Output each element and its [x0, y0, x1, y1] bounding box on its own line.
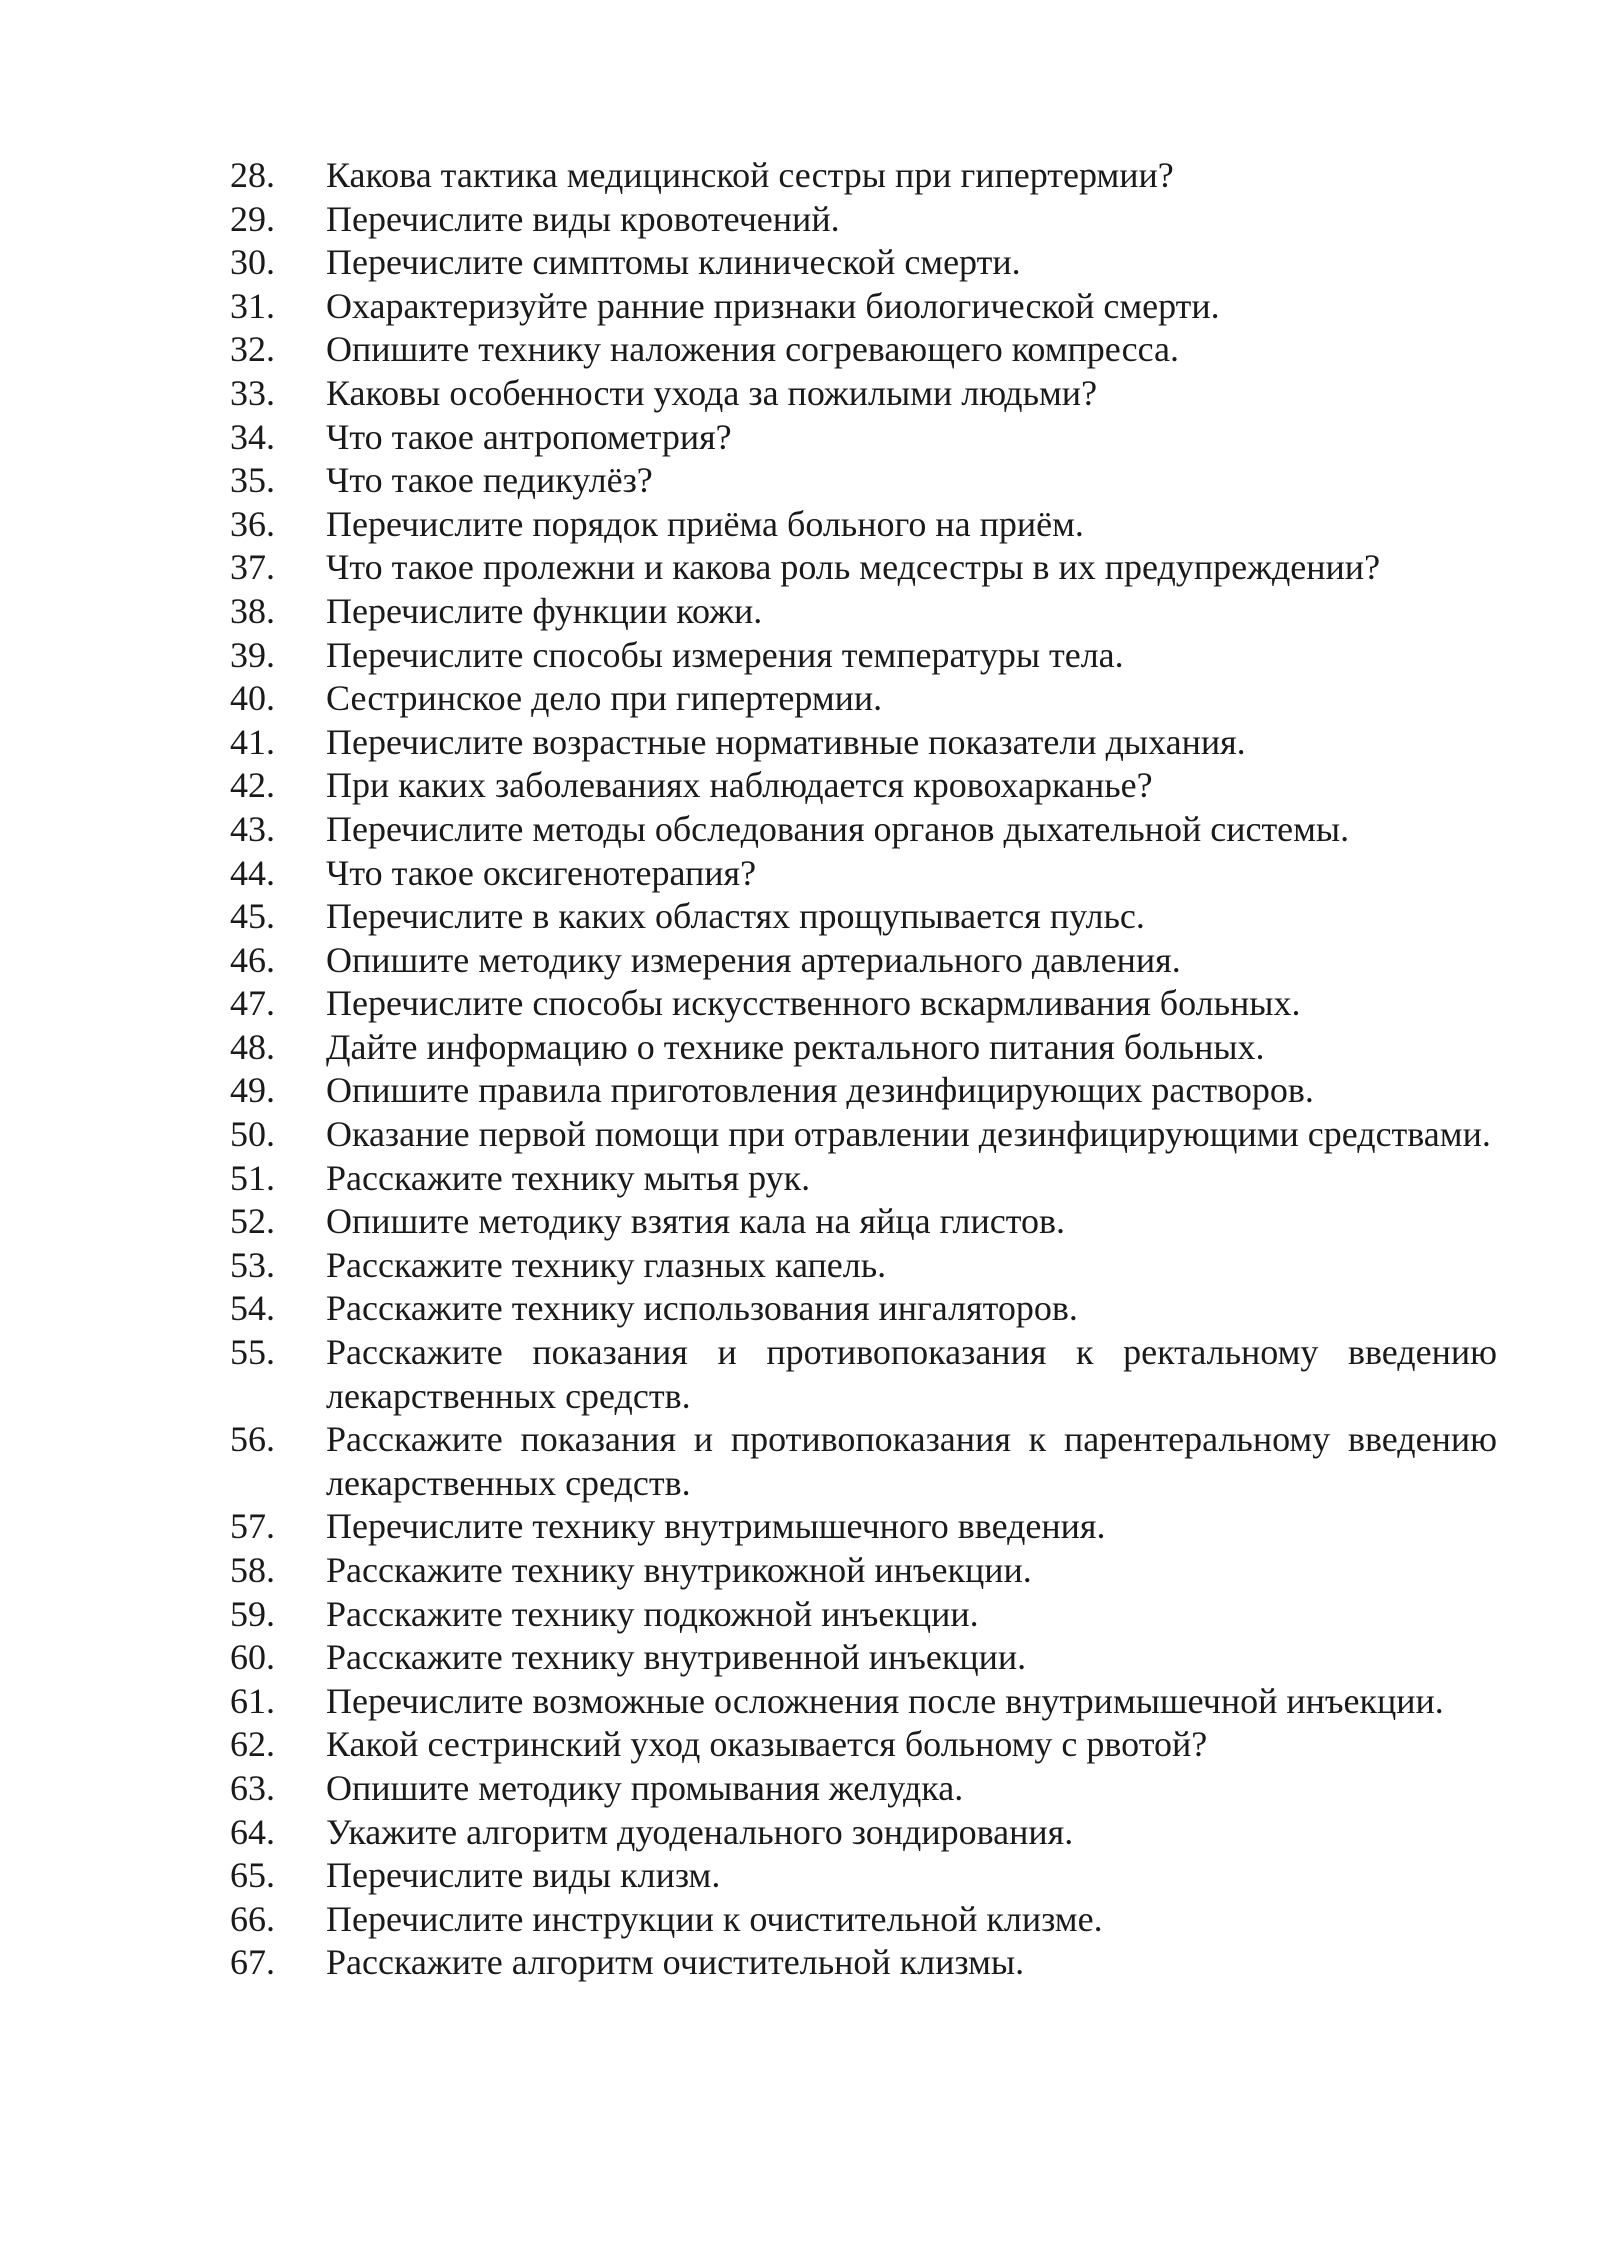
- question-item: [230, 1723, 1497, 1767]
- question-number: 30.: [230, 242, 275, 283]
- question-number: 28.: [230, 155, 275, 195]
- question-item: [230, 1244, 1497, 1288]
- question-item: [230, 852, 1497, 896]
- question-text: Перечислите инструкции к очистительной клизме.: [326, 1898, 1103, 1939]
- question-item: [230, 546, 1497, 590]
- question-number: 65.: [230, 1855, 275, 1896]
- question-number: 45.: [230, 896, 275, 937]
- question-number: 51.: [230, 1157, 275, 1198]
- question-text: Перечислите технику внутримышечного введения.: [326, 1506, 1106, 1547]
- question-text: Опишите методику промывания желудка.: [326, 1767, 964, 1808]
- question-text: Расскажите технику внутривенной инъекции.: [326, 1637, 1027, 1678]
- question-item: [230, 459, 1497, 503]
- question-item: [230, 1854, 1497, 1898]
- question-number: 43.: [230, 808, 275, 849]
- question-item: [230, 677, 1497, 721]
- question-text: Какова тактика медицинской сестры при гипертермии?: [326, 155, 1174, 195]
- question-text: Сестринское дело при гипертермии.: [326, 678, 883, 719]
- question-item: [230, 1200, 1497, 1244]
- question-text: Расскажите алгоритм очистительной клизмы.: [326, 1942, 1025, 1983]
- question-text: Расскажите технику использования ингаляторов.: [326, 1288, 1078, 1329]
- question-text: Укажите алгоритм дуоденального зондирования.: [326, 1811, 1074, 1852]
- question-number: 59.: [230, 1593, 275, 1634]
- question-item: [230, 1505, 1497, 1549]
- question-number: 53.: [230, 1244, 275, 1285]
- question-number: 60.: [230, 1637, 275, 1678]
- question-number: 50.: [230, 1114, 275, 1155]
- question-number: 57.: [230, 1506, 275, 1547]
- question-item: [230, 1811, 1497, 1855]
- question-number: 31.: [230, 285, 275, 326]
- question-item: [230, 721, 1497, 765]
- question-text: Перечислите виды клизм.: [326, 1855, 721, 1896]
- question-item: [230, 328, 1497, 372]
- question-text: Перечислите методы обследования органов дыхательной системы.: [326, 808, 1350, 849]
- question-text: Перечислите возрастные нормативные показатели дыхания.: [326, 721, 1246, 762]
- question-item: [230, 1593, 1497, 1637]
- question-item: [230, 1069, 1497, 1113]
- question-item: [230, 1680, 1497, 1724]
- question-number: 61.: [230, 1680, 275, 1721]
- question-item: [230, 503, 1497, 547]
- question-text: Перечислите виды кровотечений.: [326, 198, 840, 239]
- question-item: [230, 1767, 1497, 1811]
- question-number: 34.: [230, 416, 275, 457]
- question-text: Опишите правила приготовления дезинфицирующих растворов.: [326, 1070, 1314, 1111]
- question-item: [230, 198, 1497, 242]
- question-text: Перечислите возможные осложнения после внутримышечной инъекции.: [326, 1680, 1444, 1721]
- question-item: [230, 895, 1497, 939]
- question-number: 39.: [230, 634, 275, 675]
- question-list: [230, 154, 1497, 1985]
- question-number: 42.: [230, 765, 275, 806]
- question-number: 54.: [230, 1288, 275, 1329]
- question-number: 62.: [230, 1724, 275, 1765]
- question-item: [230, 1287, 1497, 1331]
- question-item: [230, 1157, 1497, 1201]
- question-text: Что такое оксигенотерапия?: [326, 852, 757, 893]
- question-number: 33.: [230, 372, 275, 413]
- question-item: [230, 1898, 1497, 1942]
- question-number: 35.: [230, 460, 275, 501]
- question-text: Перечислите способы измерения температуры тела.: [326, 634, 1124, 675]
- question-text: Что такое педикулёз?: [326, 460, 653, 501]
- question-number: 63.: [230, 1767, 275, 1808]
- question-text: Перечислите симптомы клинической смерти.: [326, 242, 1021, 283]
- question-number: 44.: [230, 852, 275, 893]
- question-item: [230, 416, 1497, 460]
- question-text: Что такое антропометрия?: [326, 416, 732, 457]
- question-item: [230, 764, 1497, 808]
- question-text: Опишите технику наложения согревающего компресса.: [326, 329, 1180, 370]
- question-number: 41.: [230, 721, 275, 762]
- question-number: 52.: [230, 1201, 275, 1242]
- question-text: При каких заболеваниях наблюдается кровохарканье?: [326, 765, 1153, 806]
- question-item: [230, 590, 1497, 634]
- question-item: [230, 1636, 1497, 1680]
- question-number: 47.: [230, 983, 275, 1024]
- question-text: Оказание первой помощи при отравлении дезинфицирующими средствами.: [326, 1114, 1491, 1155]
- question-text: Перечислите функции кожи.: [326, 590, 763, 631]
- question-text: Перечислите способы искусственного вскармливания больных.: [326, 983, 1301, 1024]
- question-text: Расскажите технику глазных капель.: [326, 1244, 887, 1285]
- question-text: Опишите методику взятия кала на яйца глистов.: [326, 1201, 1066, 1242]
- question-text: Какой сестринский уход оказывается больному с рвотой?: [326, 1724, 1208, 1765]
- question-item: [230, 1941, 1497, 1985]
- question-item: [230, 982, 1497, 1026]
- question-text: Перечислите в каких областях прощупывается пульс.: [326, 896, 1145, 937]
- question-item: [230, 939, 1497, 983]
- question-item: [230, 154, 1497, 198]
- question-number: 32.: [230, 329, 275, 370]
- question-item: [230, 634, 1497, 678]
- question-number: 29.: [230, 198, 275, 239]
- question-item: [230, 808, 1497, 852]
- question-item: [230, 1331, 1497, 1418]
- question-item: [230, 1418, 1497, 1505]
- question-number: 55.: [230, 1332, 275, 1373]
- question-item: [230, 1549, 1497, 1593]
- question-text: Опишите методику измерения артериального давления.: [326, 939, 1181, 980]
- question-item: [230, 1026, 1497, 1070]
- question-number: 37.: [230, 547, 275, 588]
- question-text: Расскажите технику мытья рук.: [326, 1157, 811, 1198]
- question-number: 48.: [230, 1026, 275, 1067]
- question-item: [230, 372, 1497, 416]
- question-number: 36.: [230, 503, 275, 544]
- question-number: 67.: [230, 1942, 275, 1983]
- question-text: Расскажите технику подкожной инъекции.: [326, 1593, 979, 1634]
- question-text: Расскажите показания и противопоказания к ректальному введению лекарственных средств.: [326, 1332, 1497, 1416]
- question-item: [230, 285, 1497, 329]
- question-item: [230, 241, 1497, 285]
- question-text: Охарактеризуйте ранние признаки биологической смерти.: [326, 285, 1220, 326]
- question-number: 64.: [230, 1811, 275, 1852]
- question-text: Расскажите технику внутрикожной инъекции.: [326, 1550, 1032, 1590]
- question-text: Расскажите показания и противопоказания к парентеральному введению лекарственных средств.: [326, 1419, 1497, 1503]
- question-text: Каковы особенности ухода за пожилыми людьми?: [326, 372, 1098, 413]
- question-number: 46.: [230, 939, 275, 980]
- question-text: Что такое пролежни и какова роль медсестры в их предупреждении?: [326, 547, 1381, 588]
- question-number: 58.: [230, 1550, 275, 1590]
- question-text: Перечислите порядок приёма больного на приём.: [326, 503, 1084, 544]
- question-number: 49.: [230, 1070, 275, 1111]
- question-number: 56.: [230, 1419, 275, 1460]
- question-number: 66.: [230, 1898, 275, 1939]
- question-number: 38.: [230, 590, 275, 631]
- question-item: [230, 1113, 1497, 1157]
- question-number: 40.: [230, 678, 275, 719]
- question-text: Дайте информацию о технике ректального питания больных.: [326, 1026, 1265, 1067]
